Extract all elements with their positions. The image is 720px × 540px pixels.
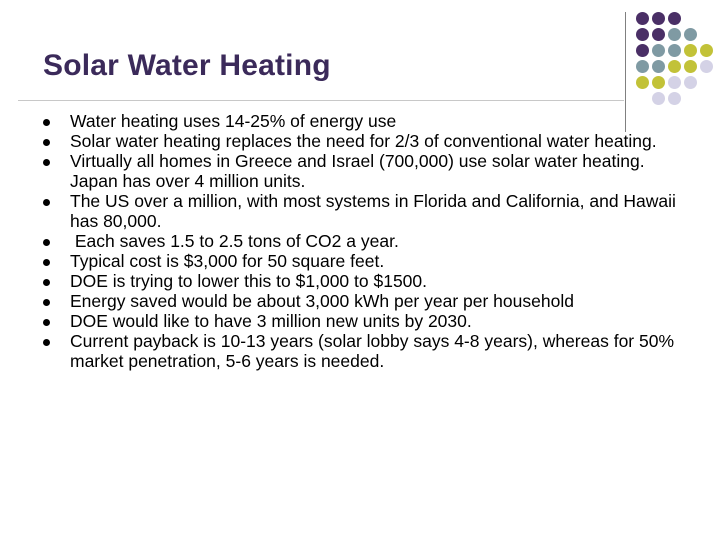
decorative-dot [668,28,681,41]
decorative-dot [668,76,681,89]
bullet-item [43,251,683,271]
slide-title: Solar Water Heating [43,49,331,82]
bullet-item [43,331,683,371]
bullet-text: The US over a million, with most systems in Florida and California, and Hawaii has 80,000. [70,191,676,231]
bullet-text: DOE would like to have 3 million new units by 2030. [70,311,472,331]
decorative-dot [636,76,649,89]
bullet-list [43,111,683,371]
decorative-dot [652,28,665,41]
bullet-text: Each saves 1.5 to 2.5 tons of CO2 a year. [70,231,399,251]
bullet-text: DOE is trying to lower this to $1,000 to $1500. [70,271,427,291]
bullet-item [43,231,683,251]
bullet-item [43,111,683,131]
title-divider [18,100,624,101]
decorative-dot [652,60,665,73]
bullet-item [43,271,683,291]
decorative-dot-grid [636,12,720,116]
decorative-dot [684,28,697,41]
bullet-dot-icon [43,319,50,326]
decorative-dot [700,60,713,73]
decorative-dot [668,12,681,25]
bullet-dot-icon [43,199,50,206]
bullet-item [43,311,683,331]
bullet-text: Typical cost is $3,000 for 50 square feet. [70,251,385,271]
bullet-item [43,151,683,191]
decorative-dot [636,60,649,73]
decorative-dot [636,44,649,57]
bullet-dot-icon [43,239,50,246]
bullet-text: Solar water heating replaces the need for 2/3 of conventional water heating. [70,131,657,151]
decorative-dot [652,44,665,57]
bullet-text: Virtually all homes in Greece and Israel (700,000) use solar water heating. Japan has over 4 million units. [70,151,645,191]
bullet-dot-icon [43,119,50,126]
bullet-text: Current payback is 10-13 years (solar lobby says 4-8 years), whereas for 50% market penetration, 5-6 years is needed. [70,331,675,371]
decorative-dot [668,44,681,57]
decorative-dot [652,92,665,105]
decorative-dot [700,44,713,57]
bullet-dot-icon [43,159,50,166]
bullet-dot-icon [43,259,50,266]
decorative-dot [636,28,649,41]
bullet-item [43,131,683,151]
bullet-dot-icon [43,339,50,346]
decorative-dot [684,76,697,89]
decorative-dot [652,12,665,25]
bullet-text: Energy saved would be about 3,000 kWh per year per household [70,291,574,311]
decorative-dot [668,92,681,105]
decorative-dot [684,44,697,57]
bullet-text: Water heating uses 14-25% of energy use [70,111,397,131]
bullet-dot-icon [43,139,50,146]
bullet-dot-icon [43,279,50,286]
bullet-dot-icon [43,299,50,306]
bullet-item [43,191,683,231]
bullet-item [43,291,683,311]
decorative-dot [636,12,649,25]
decorative-dot [652,76,665,89]
decorative-dot [668,60,681,73]
decorative-dot [684,60,697,73]
